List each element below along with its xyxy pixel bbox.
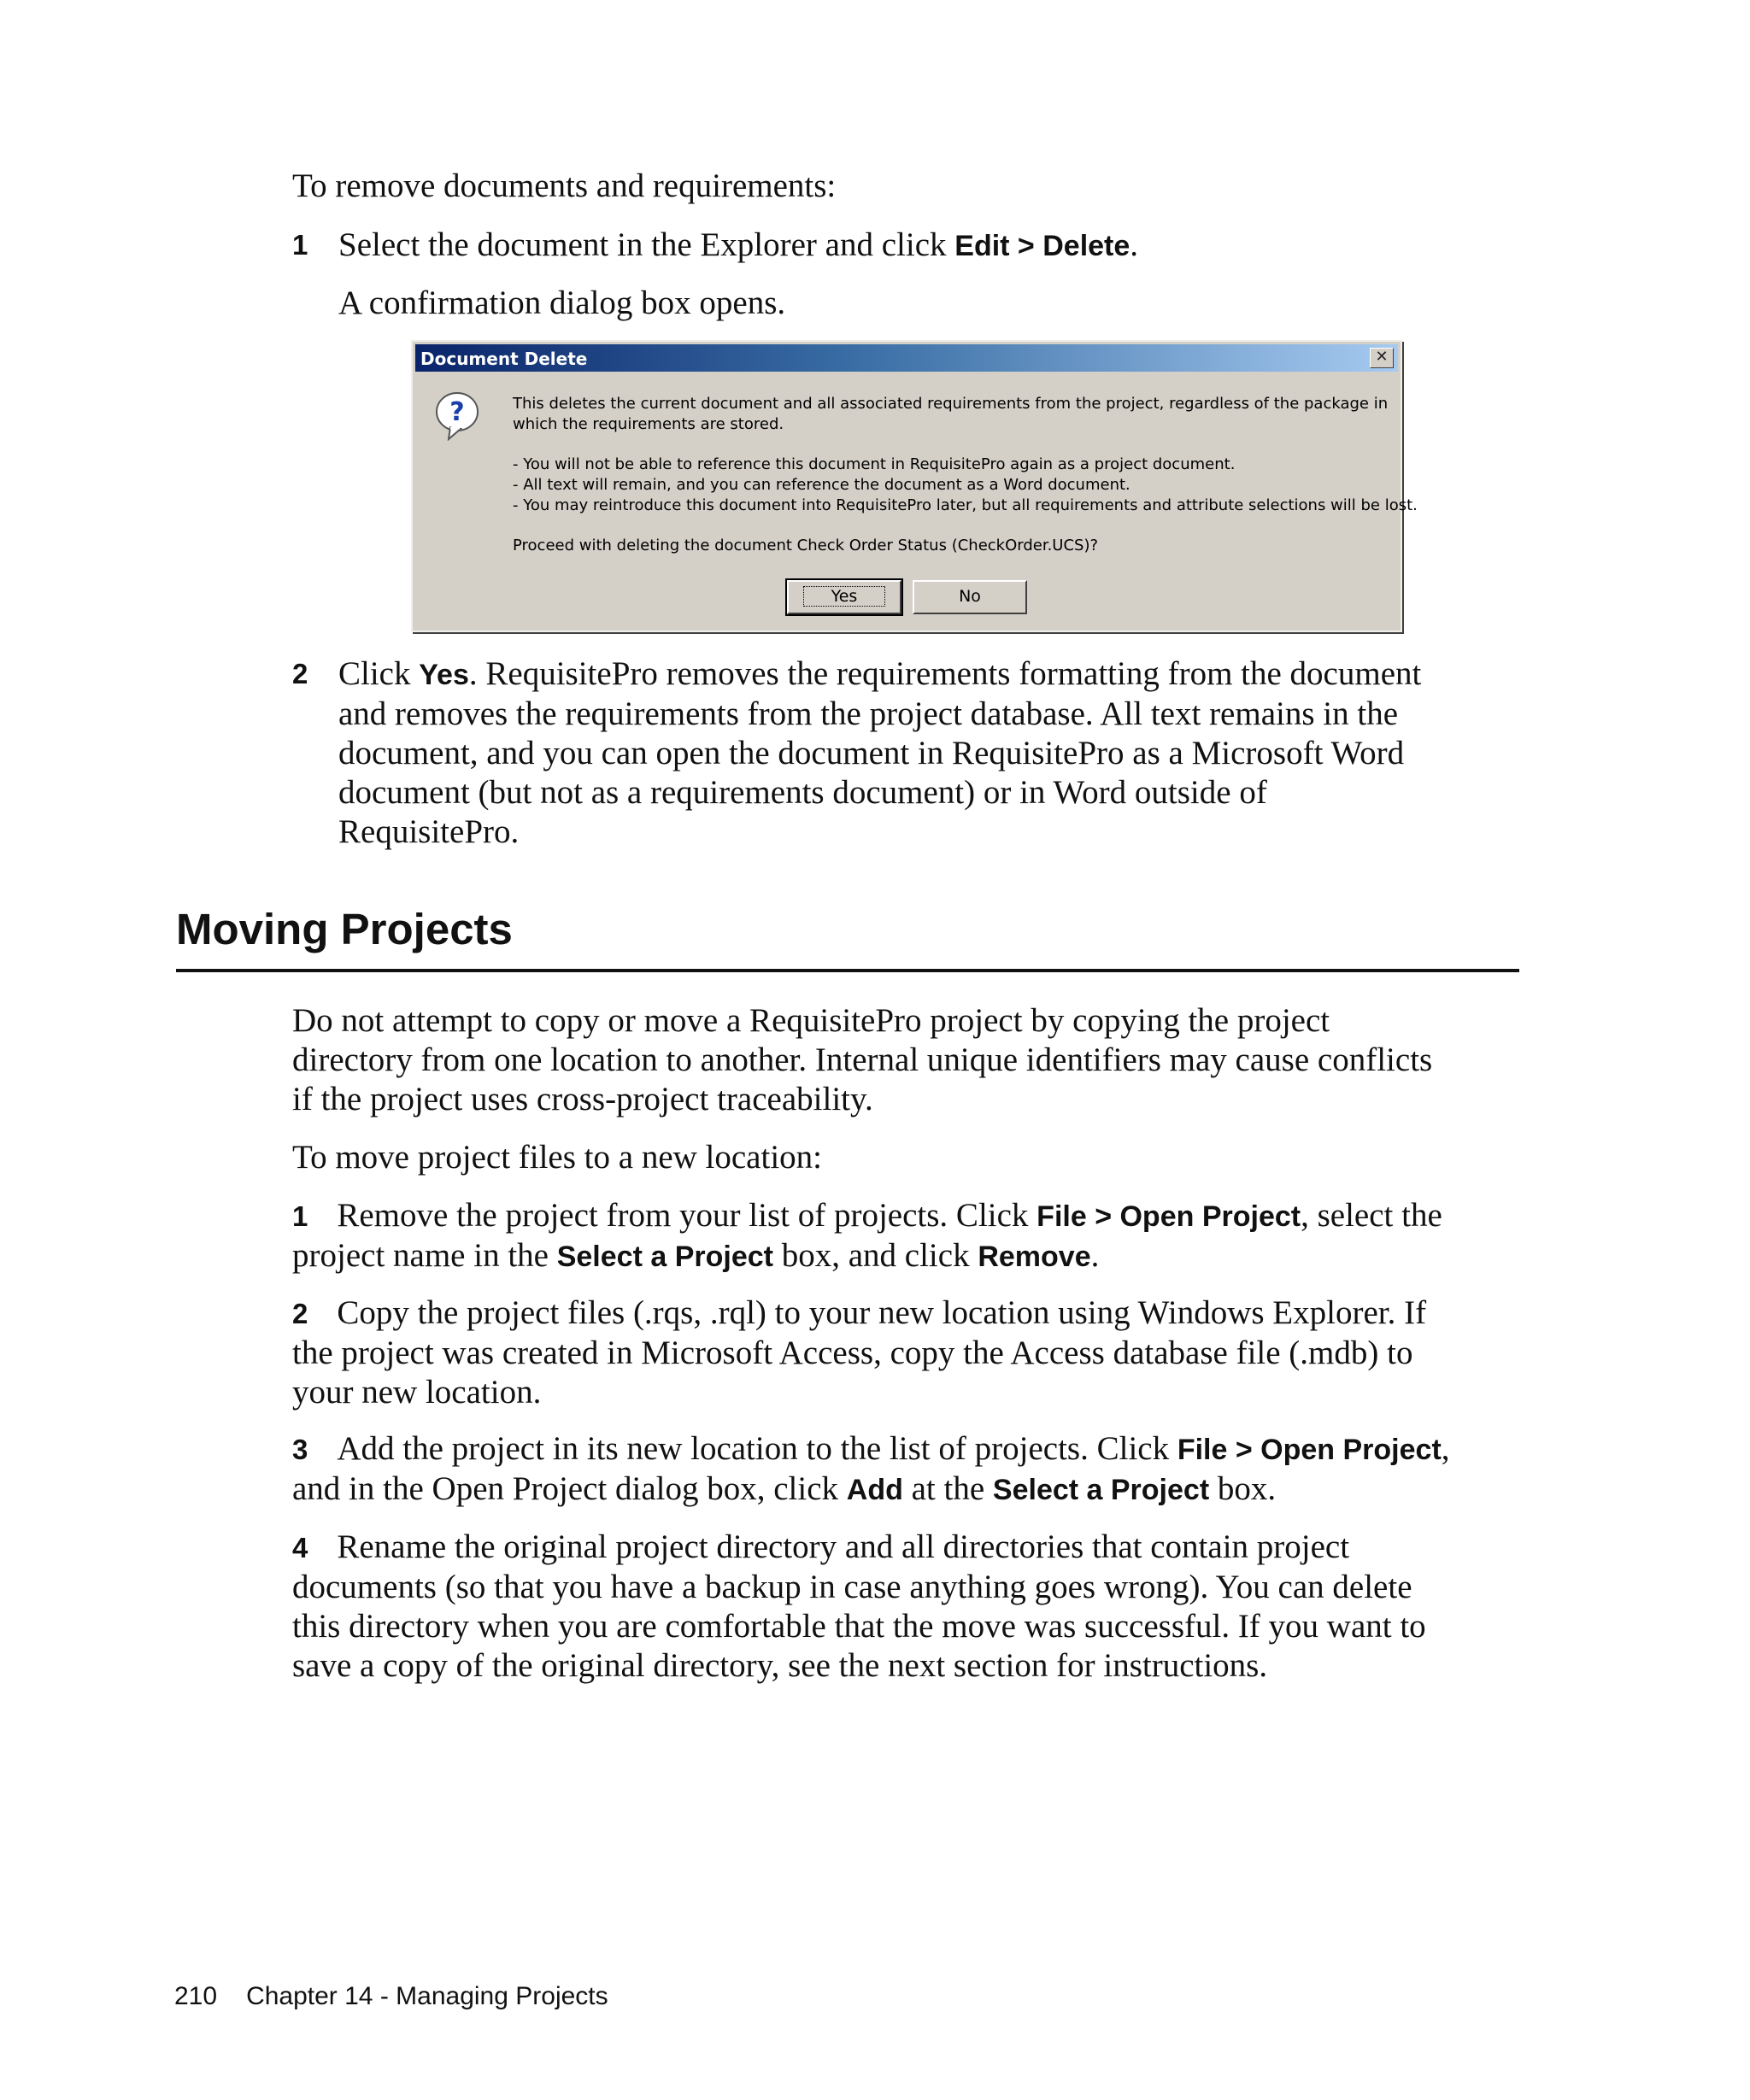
text-line: RequisitePro. bbox=[338, 813, 520, 850]
text: . bbox=[1090, 1237, 1100, 1274]
dialog-message-line: - All text will remain, and you can reference the document as a Word document. bbox=[513, 476, 1130, 494]
yes-label: Yes bbox=[803, 586, 886, 607]
text: Copy the project files (.rqs, .rql) to your new location using Windows Explorer. If bbox=[337, 1294, 1427, 1331]
move-step-4 bbox=[292, 1528, 1426, 1686]
step-number: 2 bbox=[292, 1298, 308, 1329]
move-step-2 bbox=[292, 1293, 1426, 1412]
step-number: 3 bbox=[292, 1434, 308, 1465]
punct: . bbox=[1130, 226, 1139, 263]
step-1-body: Select the document in the Explorer and click bbox=[338, 226, 955, 263]
question-icon bbox=[432, 390, 483, 441]
no-button[interactable]: No bbox=[913, 580, 1027, 614]
dialog-message-line: This deletes the current document and all associated requirements from the project, regardless of the package in bbox=[513, 395, 1389, 413]
move-step-1 bbox=[292, 1196, 1442, 1276]
text: project name in the bbox=[292, 1237, 557, 1274]
step-number: 4 bbox=[292, 1532, 308, 1563]
menu-path: File > Open Project bbox=[1036, 1200, 1301, 1233]
text-line: documents (so that you have a backup in case anything goes wrong). You can delete bbox=[292, 1569, 1412, 1605]
text: Click bbox=[338, 655, 420, 692]
paragraph bbox=[292, 1001, 1432, 1119]
dialog-titlebar bbox=[415, 344, 1398, 372]
text-line: if the project uses cross-project traceability. bbox=[292, 1081, 873, 1117]
step-1-text bbox=[338, 226, 1138, 266]
text: Rename the original project directory and all directories that contain project bbox=[337, 1528, 1350, 1565]
page-footer bbox=[174, 1982, 608, 2011]
heading-rule bbox=[176, 969, 1519, 972]
text: , select the bbox=[1301, 1197, 1442, 1234]
svg-text:?: ? bbox=[449, 397, 465, 427]
step-1-note: A confirmation dialog box opens. bbox=[338, 284, 786, 321]
document-delete-dialog bbox=[411, 340, 1418, 632]
menu-path: File > Open Project bbox=[1177, 1434, 1442, 1466]
text-line: this directory when you are comfortable that the move was successful. If you want to bbox=[292, 1608, 1426, 1645]
chapter-title: Chapter 14 - Managing Projects bbox=[246, 1982, 608, 2010]
move-step-3 bbox=[292, 1429, 1450, 1510]
text-line: document, and you can open the document in RequisitePro as a Microsoft Word bbox=[338, 735, 1405, 771]
text-line: your new location. bbox=[292, 1374, 542, 1411]
step-number: 1 bbox=[292, 1200, 308, 1232]
bold-term: Remove bbox=[978, 1241, 1091, 1273]
dialog-message-line: which the requirements are stored. bbox=[513, 415, 784, 433]
intro-text: To remove documents and requirements: bbox=[292, 167, 837, 204]
menu-path: Edit > Delete bbox=[954, 230, 1130, 262]
text-line: save a copy of the original directory, see the next section for instructions. bbox=[292, 1647, 1268, 1684]
text: at the bbox=[902, 1470, 993, 1507]
text: Add the project in its new location to the list of projects. Click bbox=[337, 1430, 1177, 1467]
text-line: and removes the requirements from the project database. All text remains in the bbox=[338, 695, 1399, 732]
text: . RequisitePro removes the requirements formatting from the document bbox=[468, 655, 1422, 692]
yes-button[interactable] bbox=[787, 580, 901, 614]
bold-term: Select a Project bbox=[556, 1241, 773, 1273]
close-icon[interactable]: ✕ bbox=[1370, 348, 1394, 368]
paragraph: To move project files to a new location: bbox=[292, 1139, 823, 1176]
text: box. bbox=[1209, 1470, 1277, 1507]
text: , bbox=[1441, 1430, 1450, 1467]
step-2-text bbox=[338, 654, 1421, 852]
dialog-message-line: - You will not be able to reference this document in RequisitePro again as a project document. bbox=[513, 455, 1236, 473]
text-line: the project was created in Microsoft Access, copy the Access database file (.mdb) to bbox=[292, 1334, 1413, 1371]
text: and in the Open Project dialog box, click bbox=[292, 1470, 847, 1507]
text: box, and click bbox=[772, 1237, 978, 1274]
page-number: 210 bbox=[174, 1982, 218, 2010]
bold-term: Add bbox=[846, 1474, 903, 1506]
text-line: directory from one location to another. Internal unique identifiers may cause conflicts bbox=[292, 1041, 1433, 1078]
step-number: 2 bbox=[292, 658, 308, 689]
section-heading: Moving Projects bbox=[176, 905, 513, 953]
dialog-title: Document Delete bbox=[420, 349, 588, 369]
yes-bold: Yes bbox=[419, 659, 469, 691]
dialog-message-line: - You may reintroduce this document into RequisitePro later, but all requirements and attribute selections will be lost. bbox=[513, 496, 1418, 514]
text: Remove the project from your list of projects. Click bbox=[337, 1197, 1037, 1234]
step-number: 1 bbox=[292, 229, 308, 261]
dialog-question: Proceed with deleting the document Check Order Status (CheckOrder.UCS)? bbox=[513, 537, 1099, 554]
text-line: document (but not as a requirements document) or in Word outside of bbox=[338, 774, 1267, 811]
text-line: Do not attempt to copy or move a RequisitePro project by copying the project bbox=[292, 1002, 1330, 1039]
bold-term: Select a Project bbox=[992, 1474, 1210, 1506]
